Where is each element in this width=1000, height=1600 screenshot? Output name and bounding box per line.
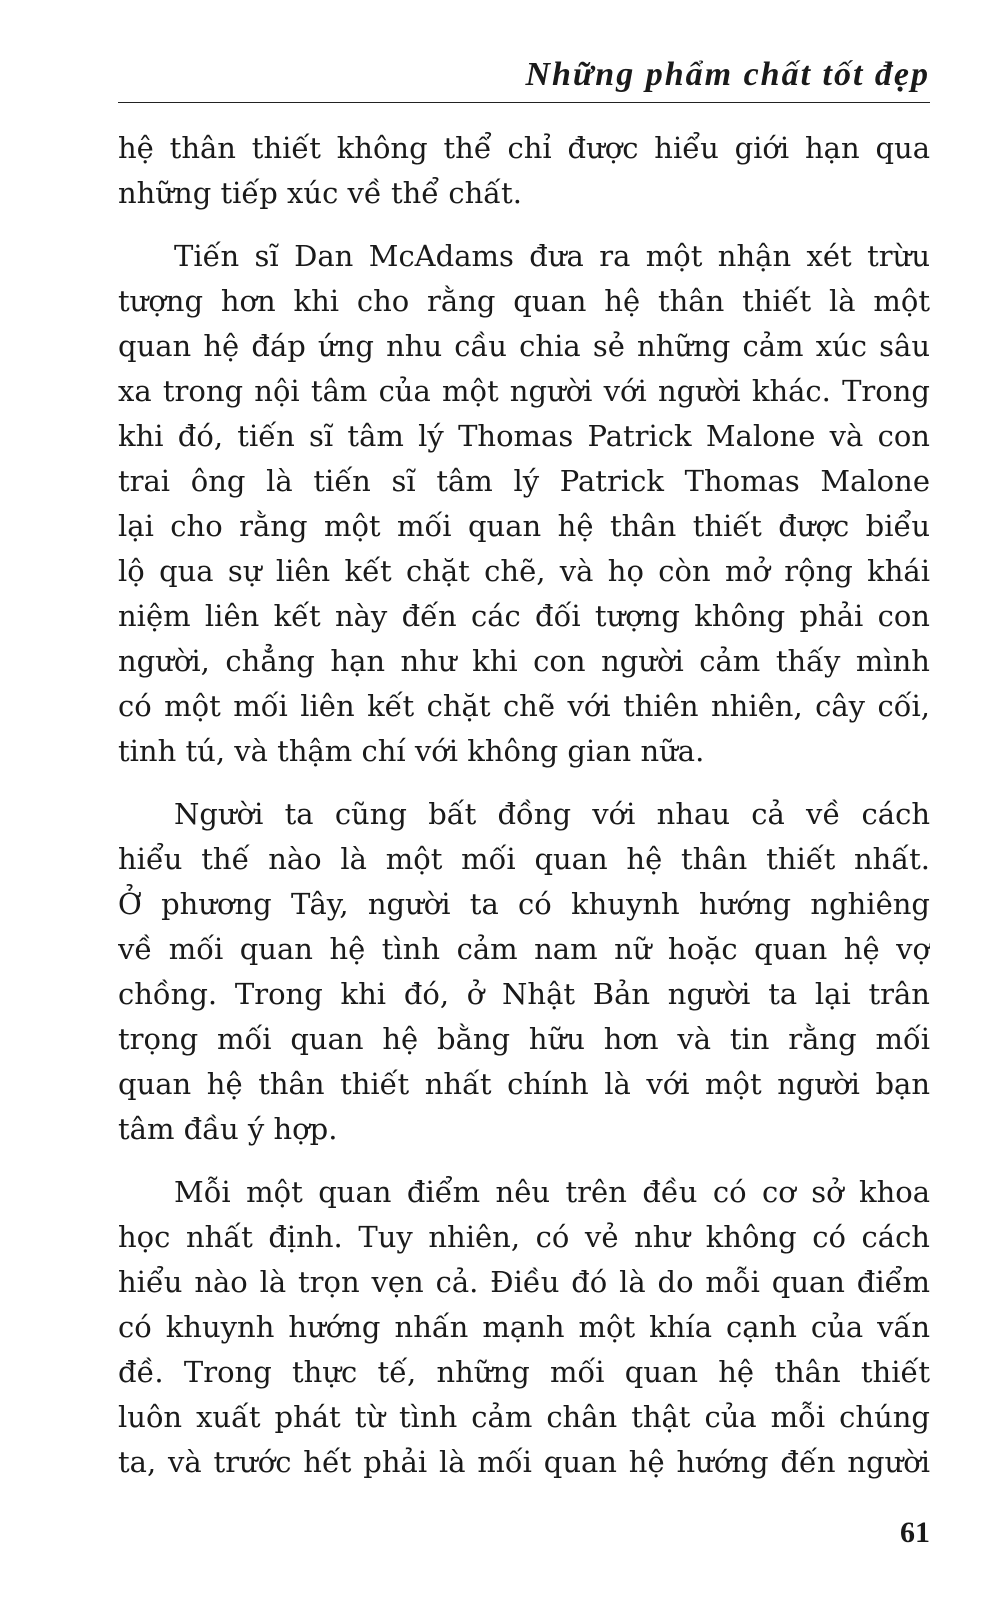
paragraph-3 <box>118 792 930 1152</box>
text-line: tượng hơn khi cho rằng quan hệ thân thiết là một <box>118 284 930 318</box>
text-line: lại cho rằng một mối quan hệ thân thiết được biểu <box>118 509 930 543</box>
text-line: chồng. Trong khi đó, ở Nhật Bản người ta lại trân <box>118 977 930 1011</box>
text-line: những tiếp xúc về thể chất. <box>118 176 522 210</box>
text-line: hiểu nào là trọn vẹn cả. Điều đó là do mỗi quan điểm <box>118 1265 930 1299</box>
text-line: ta, và trước hết phải là mối quan hệ hướng đến người <box>118 1445 930 1479</box>
text-line: hệ thân thiết không thể chỉ được hiểu giới hạn qua <box>118 131 930 165</box>
paragraph-4 <box>118 1170 930 1485</box>
text-line: xa trong nội tâm của một người với người khác. Trong <box>118 374 930 408</box>
text-line: Ở phương Tây, người ta có khuynh hướng nghiêng <box>118 887 930 921</box>
text-line: người, chẳng hạn như khi con người cảm thấy mình <box>118 644 930 678</box>
text-line: tâm đầu ý hợp. <box>118 1112 338 1146</box>
text-line: Mỗi một quan điểm nêu trên đều có cơ sở khoa <box>174 1175 930 1209</box>
paragraph-2 <box>118 234 930 774</box>
text-line: quan hệ đáp ứng nhu cầu chia sẻ những cảm xúc sâu <box>118 329 930 363</box>
text-line: Tiến sĩ Dan McAdams đưa ra một nhận xét trừu <box>174 239 930 273</box>
text-line: niệm liên kết này đến các đối tượng không phải con <box>118 599 930 633</box>
paragraph-1 <box>118 126 930 216</box>
text-line: đề. Trong thực tế, những mối quan hệ thân thiết <box>118 1355 930 1389</box>
text-line: trọng mối quan hệ bằng hữu hơn và tin rằng mối <box>118 1022 930 1056</box>
text-line: quan hệ thân thiết nhất chính là với một người bạn <box>118 1067 930 1101</box>
text-line: tinh tú, và thậm chí với không gian nữa. <box>118 734 705 768</box>
text-line: Người ta cũng bất đồng với nhau cả về cách <box>174 797 930 831</box>
page-number: 61 <box>900 1516 930 1549</box>
body-text <box>118 126 930 1503</box>
text-line: khi đó, tiến sĩ tâm lý Thomas Patrick Malone và con <box>118 419 930 453</box>
text-line: lộ qua sự liên kết chặt chẽ, và họ còn mở rộng khái <box>118 554 930 588</box>
text-line: trai ông là tiến sĩ tâm lý Patrick Thomas Malone <box>118 464 930 498</box>
text-line: về mối quan hệ tình cảm nam nữ hoặc quan hệ vợ <box>118 932 930 966</box>
text-line: học nhất định. Tuy nhiên, có vẻ như không có cách <box>118 1220 930 1254</box>
text-line: luôn xuất phát từ tình cảm chân thật của mỗi chúng <box>118 1400 930 1434</box>
text-line: có khuynh hướng nhấn mạnh một khía cạnh của vấn <box>118 1310 930 1344</box>
running-header: Những phẩm chất tốt đẹp <box>525 56 930 93</box>
header-divider <box>118 102 930 103</box>
text-line: hiểu thế nào là một mối quan hệ thân thiết nhất. <box>118 842 930 876</box>
text-line: có một mối liên kết chặt chẽ với thiên nhiên, cây cối, <box>118 689 930 723</box>
